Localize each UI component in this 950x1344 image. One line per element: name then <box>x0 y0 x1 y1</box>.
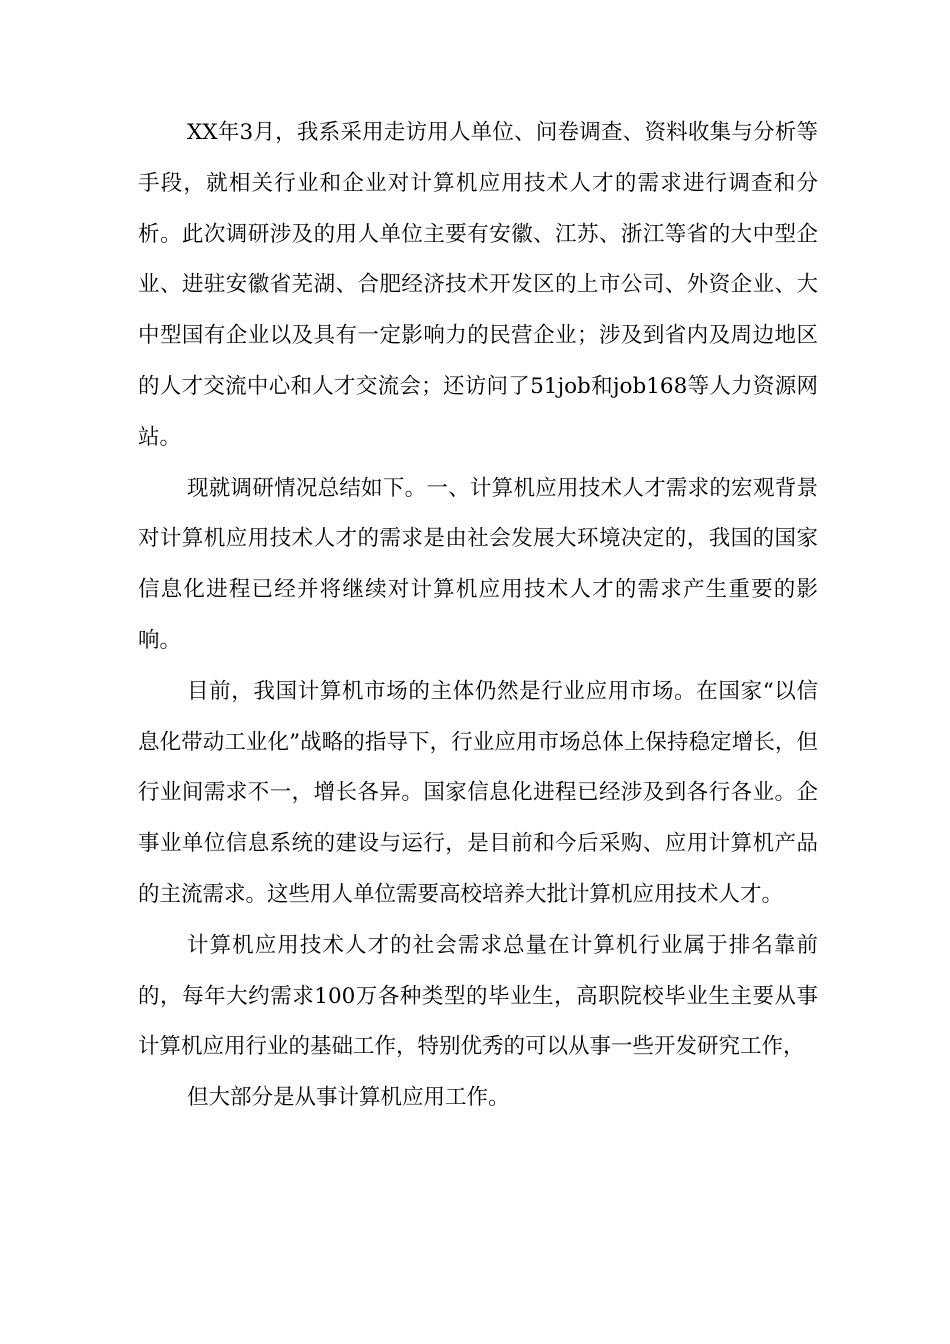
paragraph: 但大部分是从事计算机应用工作。 <box>187 1085 510 1111</box>
paragraph: 计算机应用技术人才的社会需求总量在计算机行业属于排名靠前的，每年大约需求100万各种类型的毕业生，高职院校毕业生主要从事计算机应用行业的基础工作，特别优秀的可以从事一些开发研究工作， <box>138 932 818 1060</box>
paragraph: 现就调研情况总结如下。一、计算机应用技术人才需求的宏观背景对计算机应用技术人才的需求是由社会发展大环境决定的，我国的国家信息化进程已经并将继续对计算机应用技术人才的需求产生重要的影响。 <box>138 475 818 653</box>
paragraph: XX年3月，我系采用走访用人单位、问卷调查、资料收集与分析等手段，就相关行业和企业对计算机应用技术人才的需求进行调查和分析。此次调研涉及的用人单位主要有安徽、江苏、浙江等省的大中型企业、进驻安徽省芜湖、合肥经济技术开发区的上市公司、外资企业、大中型国有企业以及具有一定影响力的民营企业；涉及到省内及周边地区的人才交流中心和人才交流会；还访问了51job和job168等人力资源网站。 <box>138 120 818 450</box>
document-body <box>138 108 818 1124</box>
paragraph: 目前，我国计算机市场的主体仍然是行业应用市场。在国家“以信息化带动工业化”战略的指导下，行业应用市场总体上保持稳定增长，但行业间需求不一，增长各异。国家信息化进程已经涉及到各行各业。企事业单位信息系统的建设与运行，是目前和今后采购、应用计算机产品的主流需求。这些用人单位需要高校培养大批计算机应用技术人才。 <box>138 678 818 907</box>
